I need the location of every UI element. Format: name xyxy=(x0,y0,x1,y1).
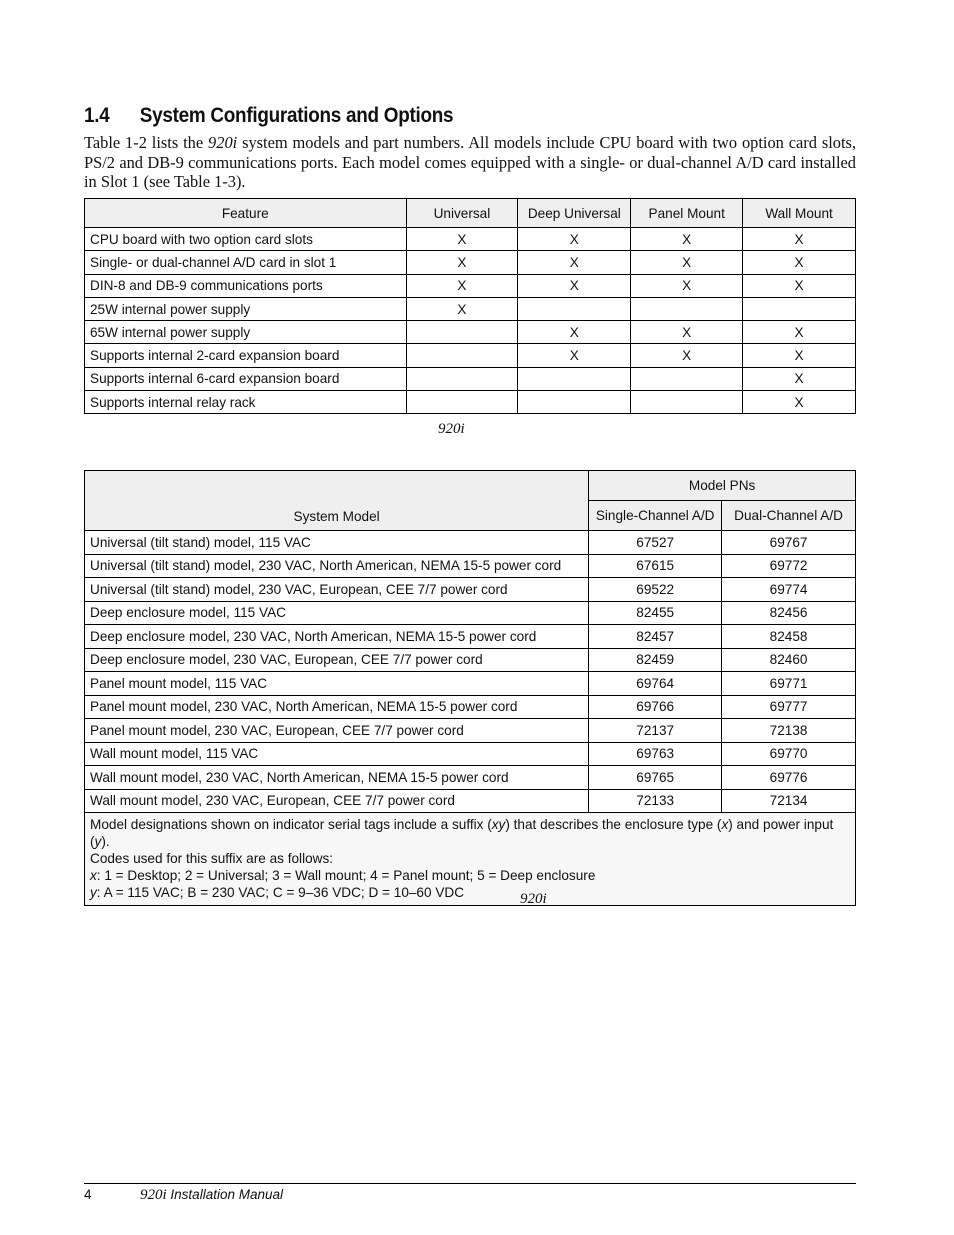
header-model-pns: Model PNs xyxy=(589,471,856,501)
intro-product-name: 920i xyxy=(208,133,238,152)
models-table-caption: 920i xyxy=(520,891,547,907)
system-model-cell: Wall mount model, 115 VAC xyxy=(85,742,589,766)
feature-support-cell: X xyxy=(743,321,856,344)
table-row xyxy=(85,344,856,367)
feature-support-cell: X xyxy=(406,228,518,251)
dual-channel-pn-cell: 82456 xyxy=(722,601,856,625)
features-table xyxy=(84,198,856,414)
feature-support-cell: X xyxy=(743,251,856,274)
table-row xyxy=(85,367,856,390)
section-number: 1.4 xyxy=(84,104,110,127)
system-model-cell: Wall mount model, 230 VAC, European, CEE 7/7 power cord xyxy=(85,789,589,813)
feature-support-cell: X xyxy=(631,274,743,297)
feature-support-cell xyxy=(631,297,743,320)
dual-channel-pn-cell: 69770 xyxy=(722,742,856,766)
dual-channel-pn-cell: 69767 xyxy=(722,531,856,555)
feature-name-cell: Supports internal relay rack xyxy=(85,391,407,414)
system-model-cell: Universal (tilt stand) model, 115 VAC xyxy=(85,531,589,555)
section-title: System Configurations and Options xyxy=(139,104,454,127)
dual-channel-pn-cell: 82460 xyxy=(722,648,856,672)
table-row xyxy=(85,625,856,649)
feature-name-cell: Supports internal 2-card expansion board xyxy=(85,344,407,367)
header-single-channel: Single-Channel A/D xyxy=(589,501,722,531)
single-channel-pn-cell: 67615 xyxy=(589,554,722,578)
system-model-cell: Panel mount model, 230 VAC, North American, NEMA 15-5 power cord xyxy=(85,695,589,719)
single-channel-pn-cell: 72133 xyxy=(589,789,722,813)
feature-name-cell: CPU board with two option card slots xyxy=(85,228,407,251)
single-channel-pn-cell: 69763 xyxy=(589,742,722,766)
feature-support-cell: X xyxy=(631,228,743,251)
feature-support-cell: X xyxy=(631,251,743,274)
feature-support-cell: X xyxy=(743,274,856,297)
feature-name-cell: DIN-8 and DB-9 communications ports xyxy=(85,274,407,297)
header-dual-channel: Dual-Channel A/D xyxy=(722,501,856,531)
dual-channel-pn-cell: 69772 xyxy=(722,554,856,578)
system-model-cell: Panel mount model, 115 VAC xyxy=(85,672,589,696)
table-row xyxy=(85,531,856,555)
note-line-1: Model designations shown on indicator serial tags include a suffix (xy) that describes the enclosure type (x) and power input (y). xyxy=(90,817,834,849)
system-model-cell: Deep enclosure model, 115 VAC xyxy=(85,601,589,625)
table-row xyxy=(85,719,856,743)
dual-channel-pn-cell: 69771 xyxy=(722,672,856,696)
table-row xyxy=(85,578,856,602)
table-row xyxy=(85,251,856,274)
footer-rule xyxy=(84,1183,856,1184)
single-channel-pn-cell: 67527 xyxy=(589,531,722,555)
features-header-cell: Feature xyxy=(85,199,407,228)
features-header-cell: Universal xyxy=(406,199,518,228)
intro-text-2: system models and part numbers. All models include CPU board with two option card slots, PS/2 and DB-9 communications ports. Each model comes equipped with a single- or dual-channel A/D card installed in Slot 1 (see Table 1-3). xyxy=(84,133,856,192)
footer-product: 920i xyxy=(140,1187,167,1203)
note-line-4: y: A = 115 VAC; B = 230 VAC; C = 9–36 VDC; D = 10–60 VDC xyxy=(90,885,465,900)
feature-support-cell xyxy=(743,297,856,320)
feature-support-cell xyxy=(631,391,743,414)
system-model-cell: Universal (tilt stand) model, 230 VAC, European, CEE 7/7 power cord xyxy=(85,578,589,602)
single-channel-pn-cell: 82455 xyxy=(589,601,722,625)
models-note xyxy=(85,813,856,906)
feature-support-cell xyxy=(631,367,743,390)
feature-support-cell xyxy=(518,391,631,414)
table-row xyxy=(85,297,856,320)
intro-paragraph xyxy=(84,133,856,192)
feature-support-cell: X xyxy=(406,297,518,320)
feature-support-cell xyxy=(406,391,518,414)
system-model-cell: Deep enclosure model, 230 VAC, North American, NEMA 15-5 power cord xyxy=(85,625,589,649)
dual-channel-pn-cell: 69774 xyxy=(722,578,856,602)
feature-support-cell: X xyxy=(631,321,743,344)
section-heading xyxy=(84,104,453,128)
feature-support-cell xyxy=(518,297,631,320)
features-header-cell: Deep Universal xyxy=(518,199,631,228)
table-row xyxy=(85,228,856,251)
table-row xyxy=(85,601,856,625)
feature-name-cell: 25W internal power supply xyxy=(85,297,407,320)
single-channel-pn-cell: 69765 xyxy=(589,766,722,790)
table-row xyxy=(85,695,856,719)
page-number: 4 xyxy=(84,1187,92,1202)
table-row xyxy=(85,742,856,766)
feature-support-cell: X xyxy=(406,251,518,274)
single-channel-pn-cell: 69764 xyxy=(589,672,722,696)
dual-channel-pn-cell: 72138 xyxy=(722,719,856,743)
single-channel-pn-cell: 69522 xyxy=(589,578,722,602)
feature-support-cell xyxy=(406,344,518,367)
dual-channel-pn-cell: 82458 xyxy=(722,625,856,649)
system-model-cell: Wall mount model, 230 VAC, North American, NEMA 15-5 power cord xyxy=(85,766,589,790)
feature-support-cell: X xyxy=(518,274,631,297)
single-channel-pn-cell: 69766 xyxy=(589,695,722,719)
single-channel-pn-cell: 82457 xyxy=(589,625,722,649)
feature-support-cell xyxy=(406,321,518,344)
system-model-cell: Panel mount model, 230 VAC, European, CEE 7/7 power cord xyxy=(85,719,589,743)
single-channel-pn-cell: 82459 xyxy=(589,648,722,672)
feature-support-cell: X xyxy=(406,274,518,297)
feature-support-cell: X xyxy=(518,251,631,274)
feature-support-cell xyxy=(518,367,631,390)
table-row xyxy=(85,766,856,790)
system-model-cell: Deep enclosure model, 230 VAC, European, CEE 7/7 power cord xyxy=(85,648,589,672)
table-row xyxy=(85,554,856,578)
table-row xyxy=(85,789,856,813)
dual-channel-pn-cell: 69777 xyxy=(722,695,856,719)
models-note-row xyxy=(85,813,856,906)
feature-name-cell: Supports internal 6-card expansion board xyxy=(85,367,407,390)
feature-support-cell: X xyxy=(743,367,856,390)
features-header-cell: Panel Mount xyxy=(631,199,743,228)
dual-channel-pn-cell: 72134 xyxy=(722,789,856,813)
feature-support-cell: X xyxy=(518,228,631,251)
feature-name-cell: Single- or dual-channel A/D card in slot 1 xyxy=(85,251,407,274)
feature-name-cell: 65W internal power supply xyxy=(85,321,407,344)
feature-support-cell: X xyxy=(518,344,631,367)
feature-support-cell: X xyxy=(743,344,856,367)
header-system-model: System Model xyxy=(85,471,589,531)
feature-support-cell: X xyxy=(518,321,631,344)
table-row xyxy=(85,321,856,344)
models-header-row-1 xyxy=(85,471,856,501)
features-header-cell: Wall Mount xyxy=(743,199,856,228)
intro-text-1: Table 1-2 lists the xyxy=(84,133,209,152)
feature-support-cell: X xyxy=(743,391,856,414)
note-line-2: Codes used for this suffix are as follows: xyxy=(90,851,334,866)
models-table xyxy=(84,470,856,906)
page-footer xyxy=(84,1187,283,1204)
features-header-row xyxy=(85,199,856,228)
footer-title: Installation Manual xyxy=(166,1187,283,1202)
features-table-caption: 920i xyxy=(438,421,465,437)
feature-support-cell: X xyxy=(743,228,856,251)
table-row xyxy=(85,648,856,672)
table-row xyxy=(85,274,856,297)
note-line-3: x: 1 = Desktop; 2 = Universal; 3 = Wall mount; 4 = Panel mount; 5 = Deep enclosure xyxy=(90,868,596,883)
dual-channel-pn-cell: 69776 xyxy=(722,766,856,790)
table-row xyxy=(85,672,856,696)
feature-support-cell xyxy=(406,367,518,390)
table-row xyxy=(85,391,856,414)
system-model-cell: Universal (tilt stand) model, 230 VAC, North American, NEMA 15-5 power cord xyxy=(85,554,589,578)
single-channel-pn-cell: 72137 xyxy=(589,719,722,743)
feature-support-cell: X xyxy=(631,344,743,367)
